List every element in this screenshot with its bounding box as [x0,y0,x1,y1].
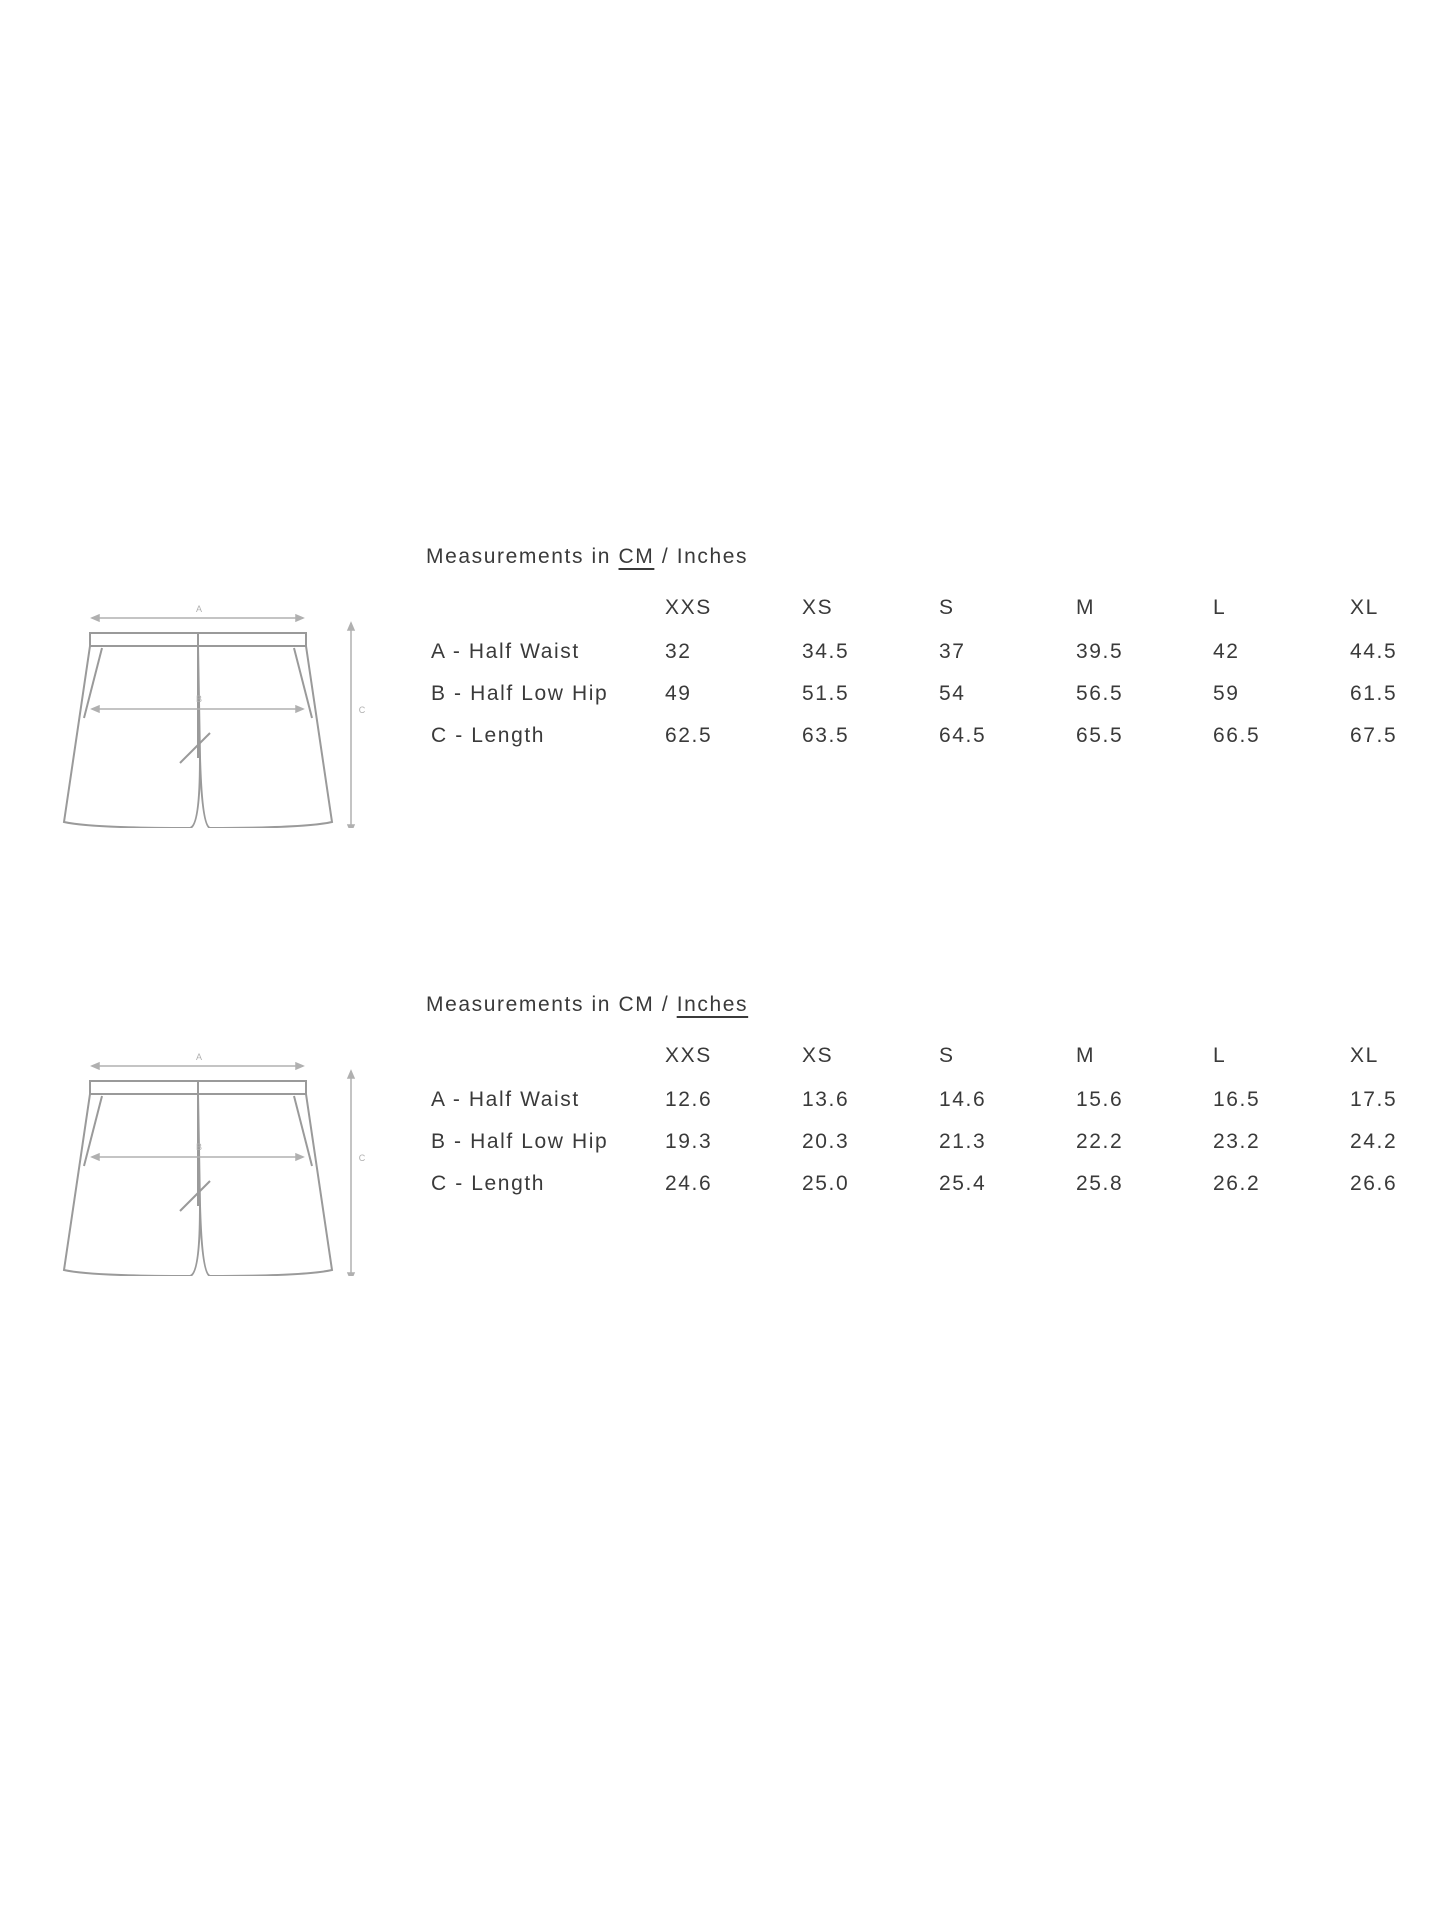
header-row [426,585,1430,631]
size-chart-inches [0,993,1445,1293]
measurement-heading [426,545,748,569]
table-cell: 25.4 [939,1172,987,1195]
table-cell: 15.6 [1076,1088,1124,1111]
table-cell: 26.6 [1350,1172,1398,1195]
size-table [426,1033,1430,1205]
unit-toggle-inches[interactable]: Inches [676,993,749,1016]
table-cell: 12.6 [665,1088,713,1111]
table-cell: 13.6 [802,1088,850,1111]
unit-toggle-inches[interactable]: Inches [676,545,749,568]
table-cell: 25.0 [802,1172,850,1195]
column-header: L [1213,596,1227,619]
unit-separator: / [661,993,670,1016]
table-cell: 22.2 [1076,1130,1124,1153]
table-cell: 49 [665,682,692,705]
column-header: S [939,596,955,619]
row-label: A - Half Waist [431,1088,580,1111]
table-cell: 20.3 [802,1130,850,1153]
heading-prefix: Measurements in [426,993,612,1016]
label-c: C [358,1153,366,1163]
table-cell: 24.2 [1350,1130,1398,1153]
row-label: A - Half Waist [431,640,580,663]
table-cell: 19.3 [665,1130,713,1153]
column-header: S [939,1044,955,1067]
table-row [426,1163,1430,1205]
label-a: A [195,604,203,614]
measurement-heading [426,993,748,1017]
table-cell: 23.2 [1213,1130,1261,1153]
table-row [426,673,1430,715]
shorts-outline-icon [50,1026,380,1276]
column-header [426,585,665,631]
table-cell: 21.3 [939,1130,987,1153]
row-label: C - Length [431,1172,546,1195]
column-header: XXS [665,596,712,619]
column-header [426,1033,665,1079]
column-header: XL [1350,1044,1379,1067]
label-b: B [195,1142,203,1152]
size-table [426,585,1430,757]
column-header: XS [802,1044,834,1067]
label-a: A [195,1052,203,1062]
table-cell: 66.5 [1213,724,1261,747]
shorts-outline-icon [50,578,380,828]
table-cell: 67.5 [1350,724,1398,747]
table-cell: 42 [1213,640,1240,663]
table-row [426,715,1430,757]
table-cell: 59 [1213,682,1240,705]
row-label: B - Half Low Hip [431,682,609,705]
table-cell: 54 [939,682,966,705]
table-cell: 32 [665,640,692,663]
table-cell: 51.5 [802,682,850,705]
table-cell: 44.5 [1350,640,1398,663]
shorts-diagram [50,1026,380,1276]
column-header: M [1076,596,1096,619]
unit-separator: / [661,545,670,568]
table-cell: 37 [939,640,966,663]
column-header: XS [802,596,834,619]
row-label: B - Half Low Hip [431,1130,609,1153]
shorts-diagram [50,578,380,828]
table-cell: 16.5 [1213,1088,1261,1111]
column-header: M [1076,1044,1096,1067]
table-cell: 14.6 [939,1088,987,1111]
table-cell: 56.5 [1076,682,1124,705]
table-row [426,1121,1430,1163]
table-cell: 26.2 [1213,1172,1261,1195]
table-cell: 17.5 [1350,1088,1398,1111]
header-row [426,1033,1430,1079]
heading-prefix: Measurements in [426,545,612,568]
table-cell: 65.5 [1076,724,1124,747]
table-cell: 24.6 [665,1172,713,1195]
table-cell: 34.5 [802,640,850,663]
row-label: C - Length [431,724,546,747]
table-cell: 61.5 [1350,682,1398,705]
label-b: B [195,694,203,704]
table-row [426,631,1430,673]
column-header: XXS [665,1044,712,1067]
unit-toggle-cm[interactable]: CM [618,545,655,568]
column-header: XL [1350,596,1379,619]
table-cell: 64.5 [939,724,987,747]
table-cell: 63.5 [802,724,850,747]
size-chart-cm [0,545,1445,845]
unit-toggle-cm[interactable]: CM [618,993,655,1016]
label-c: C [358,705,366,715]
column-header: L [1213,1044,1227,1067]
table-row [426,1079,1430,1121]
table-cell: 25.8 [1076,1172,1124,1195]
table-cell: 62.5 [665,724,713,747]
table-cell: 39.5 [1076,640,1124,663]
